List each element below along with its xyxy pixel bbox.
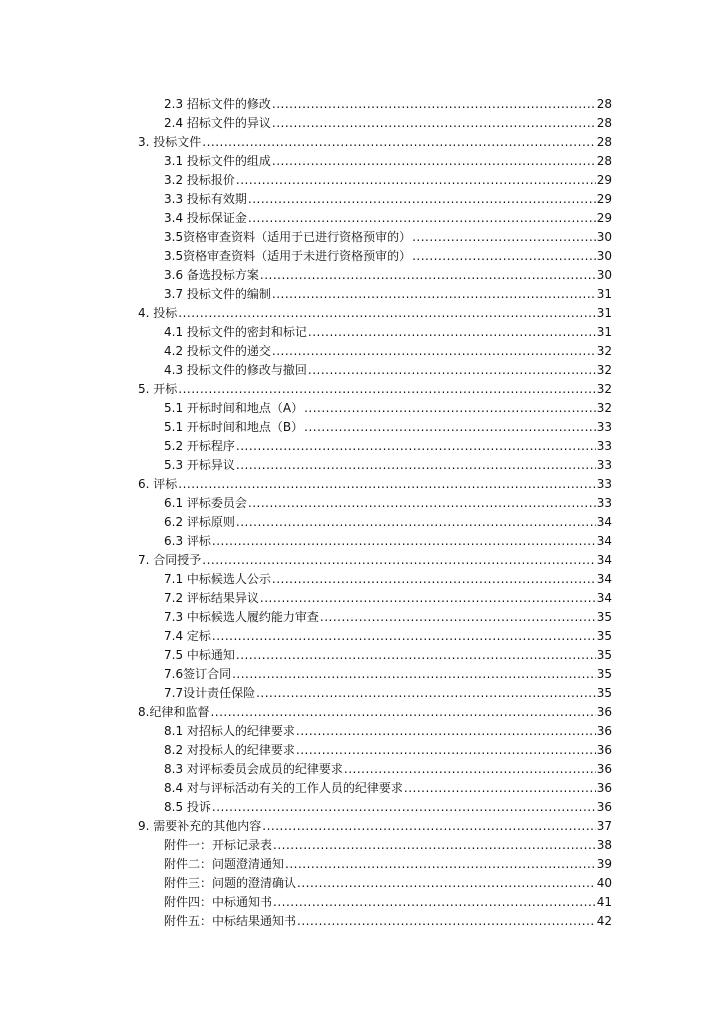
toc-entry[interactable] (138, 855, 612, 874)
toc-entry-page-number: 40 (596, 876, 612, 890)
toc-entry-page-number: 28 (596, 154, 612, 168)
toc-entry-title: 3.6 备选投标方案 (164, 268, 259, 282)
toc-dot-leader (248, 494, 596, 513)
toc-entry[interactable] (138, 779, 612, 798)
toc-entry-title: 7.5 中标通知 (164, 648, 235, 662)
toc-entry-page-number: 34 (596, 515, 612, 529)
toc-entry-title: 附件三：问题的澄清确认 (164, 876, 297, 890)
toc-entry-page-number: 33 (596, 477, 612, 491)
toc-dot-leader (304, 399, 596, 418)
toc-entry-page-number: 36 (596, 743, 612, 757)
toc-entry-page-number: 41 (596, 895, 612, 909)
toc-dot-leader (272, 342, 596, 361)
toc-entry-title: 7.7设计责任保险 (164, 686, 256, 700)
toc-entry-title: 7.1 中标候选人公示 (164, 572, 271, 586)
toc-entry-page-number: 29 (596, 192, 612, 206)
toc-entry-title: 7.6签订合同 (164, 667, 232, 681)
toc-entry[interactable] (138, 874, 612, 893)
toc-entry-page-number: 42 (596, 914, 612, 928)
toc-entry-title: 3.4 投标保证金 (164, 211, 247, 225)
toc-entry[interactable] (138, 912, 612, 931)
toc-entry[interactable] (138, 266, 612, 285)
toc-entry-page-number: 28 (596, 116, 612, 130)
toc-dot-leader (236, 437, 596, 456)
toc-entry[interactable] (138, 665, 612, 684)
toc-entry-title: 5. 开标 (138, 382, 178, 396)
toc-entry-page-number: 33 (596, 458, 612, 472)
toc-dot-leader (272, 114, 596, 133)
toc-entry[interactable] (138, 798, 612, 817)
toc-entry-title: 4.3 投标文件的修改与撤回 (164, 363, 307, 377)
toc-entry[interactable] (138, 836, 612, 855)
toc-entry-page-number: 36 (596, 762, 612, 776)
toc-entry-title: 6.2 评标原则 (164, 515, 235, 529)
toc-dot-leader (297, 874, 596, 893)
toc-entry-page-number: 35 (596, 610, 612, 624)
toc-entry-page-number: 28 (596, 135, 612, 149)
toc-dot-leader (232, 665, 596, 684)
toc-entry-page-number: 29 (596, 211, 612, 225)
toc-entry-title: 3.3 投标有效期 (164, 192, 247, 206)
toc-dot-leader (236, 513, 596, 532)
toc-dot-leader (178, 304, 595, 323)
toc-entry[interactable] (138, 95, 612, 114)
toc-dot-leader (296, 741, 596, 760)
toc-entry-title: 2.3 招标文件的修改 (164, 97, 271, 111)
toc-entry-title: 8.纪律和监督 (138, 705, 210, 719)
toc-entry-title: 9. 需要补充的其他内容 (138, 819, 262, 833)
toc-entry-page-number: 34 (596, 572, 612, 586)
toc-entry-page-number: 34 (596, 591, 612, 605)
toc-entry[interactable] (138, 171, 612, 190)
toc-entry-page-number: 32 (596, 363, 612, 377)
toc-entry-page-number: 34 (596, 553, 612, 567)
toc-entry-title: 6. 评标 (138, 477, 178, 491)
toc-entry-title: 5.1 开标时间和地点（A） (164, 401, 304, 415)
toc-dot-leader (296, 722, 596, 741)
toc-entry[interactable] (138, 893, 612, 912)
toc-entry-page-number: 30 (596, 249, 612, 263)
toc-dot-leader (273, 893, 596, 912)
toc-entry[interactable] (138, 646, 612, 665)
toc-entry-page-number: 35 (596, 648, 612, 662)
toc-entry-page-number: 37 (596, 819, 612, 833)
toc-entry[interactable] (138, 437, 612, 456)
toc-entry-page-number: 32 (596, 344, 612, 358)
toc-entry-page-number: 30 (596, 230, 612, 244)
toc-entry[interactable] (138, 741, 612, 760)
toc-entry-title: 8.4 对与评标活动有关的工作人员的纪律要求 (164, 781, 403, 795)
toc-entry-page-number: 36 (596, 800, 612, 814)
toc-entry-page-number: 32 (596, 382, 612, 396)
toc-entry-title: 8.1 对招标人的纪律要求 (164, 724, 295, 738)
toc-entry-page-number: 28 (596, 97, 612, 111)
toc-entry-title: 4. 投标 (138, 306, 178, 320)
toc-entry-page-number: 33 (596, 439, 612, 453)
toc-entry-title: 附件二：问题澄清通知 (164, 857, 285, 871)
toc-entry[interactable] (138, 608, 612, 627)
toc-dot-leader (304, 418, 596, 437)
toc-entry[interactable] (138, 380, 612, 399)
toc-entry-title: 2.4 招标文件的异议 (164, 116, 271, 130)
toc-entry-title: 3.5资格审查资料（适用于已进行资格预审的） (164, 230, 412, 244)
toc-entry[interactable] (138, 684, 612, 703)
toc-dot-leader (272, 285, 596, 304)
toc-entry[interactable] (138, 418, 612, 437)
toc-dot-leader (260, 589, 596, 608)
toc-entry-title: 8.5 投诉 (164, 800, 211, 814)
toc-entry[interactable] (138, 342, 612, 361)
toc-entry-title: 5.2 开标程序 (164, 439, 235, 453)
toc-entry[interactable] (138, 551, 612, 570)
toc-dot-leader (272, 570, 596, 589)
toc-entry-page-number: 32 (596, 401, 612, 415)
toc-entry[interactable] (138, 133, 612, 152)
toc-dot-leader (308, 361, 596, 380)
toc-entry-title: 3. 投标文件 (138, 135, 202, 149)
toc-dot-leader (256, 684, 596, 703)
toc-entry-title: 3.1 投标文件的组成 (164, 154, 271, 168)
toc-entry-title: 7.2 评标结果异议 (164, 591, 259, 605)
toc-entry-title: 8.3 对评标委员会成员的纪律要求 (164, 762, 343, 776)
toc-dot-leader (178, 380, 595, 399)
toc-entry[interactable] (138, 152, 612, 171)
toc-entry-title: 7.3 中标候选人履约能力审查 (164, 610, 319, 624)
toc-entry-page-number: 35 (596, 667, 612, 681)
toc-entry-page-number: 36 (596, 781, 612, 795)
toc-dot-leader (308, 323, 596, 342)
toc-dot-leader (202, 133, 595, 152)
toc-entry-title: 7. 合同授予 (138, 553, 202, 567)
toc-dot-leader (285, 855, 596, 874)
toc-entry[interactable] (138, 589, 612, 608)
toc-entry[interactable] (138, 817, 612, 836)
toc-dot-leader (212, 627, 596, 646)
toc-entry[interactable] (138, 494, 612, 513)
toc-dot-leader (320, 608, 596, 627)
toc-entry[interactable] (138, 228, 612, 247)
toc-dot-leader (272, 95, 596, 114)
toc-entry-page-number: 39 (596, 857, 612, 871)
toc-entry[interactable] (138, 532, 612, 551)
toc-entry[interactable] (138, 361, 612, 380)
toc-entry-title: 5.3 开标异议 (164, 458, 235, 472)
toc-entry[interactable] (138, 475, 612, 494)
toc-entry[interactable] (138, 627, 612, 646)
toc-dot-leader (248, 190, 596, 209)
toc-entry-page-number: 36 (596, 724, 612, 738)
toc-entry-title: 3.2 投标报价 (164, 173, 235, 187)
toc-entry-page-number: 31 (596, 306, 612, 320)
toc-entry-title: 6.3 评标 (164, 534, 211, 548)
toc-dot-leader (248, 209, 596, 228)
toc-dot-leader (236, 646, 596, 665)
toc-dot-leader (412, 228, 596, 247)
toc-entry-title: 8.2 对投标人的纪律要求 (164, 743, 295, 757)
toc-entry-title: 3.7 投标文件的编制 (164, 287, 271, 301)
toc-dot-leader (212, 532, 596, 551)
toc-dot-leader (273, 836, 596, 855)
toc-entry-page-number: 33 (596, 496, 612, 510)
toc-entry[interactable] (138, 190, 612, 209)
toc-entry-title: 附件五：中标结果通知书 (164, 914, 297, 928)
toc-entry-page-number: 36 (596, 705, 612, 719)
toc-dot-leader (412, 247, 596, 266)
toc-entry[interactable] (138, 513, 612, 532)
toc-entry[interactable] (138, 114, 612, 133)
toc-entry[interactable] (138, 304, 612, 323)
toc-entry[interactable] (138, 209, 612, 228)
toc-entry-page-number: 31 (596, 287, 612, 301)
toc-dot-leader (178, 475, 595, 494)
toc-dot-leader (272, 152, 596, 171)
toc-entry-title: 4.2 投标文件的递交 (164, 344, 271, 358)
toc-entry[interactable] (138, 323, 612, 342)
toc-entry-page-number: 35 (596, 629, 612, 643)
toc-dot-leader (210, 703, 595, 722)
toc-entry-page-number: 33 (596, 420, 612, 434)
toc-dot-leader (236, 456, 596, 475)
toc-entry-page-number: 35 (596, 686, 612, 700)
toc-entry[interactable] (138, 760, 612, 779)
toc-dot-leader (202, 551, 595, 570)
toc-entry[interactable] (138, 722, 612, 741)
toc-dot-leader (297, 912, 596, 931)
toc-dot-leader (236, 171, 596, 190)
toc-entry[interactable] (138, 456, 612, 475)
toc-entry[interactable] (138, 285, 612, 304)
toc-entry-title: 4.1 投标文件的密封和标记 (164, 325, 307, 339)
toc-entry-page-number: 34 (596, 534, 612, 548)
toc-dot-leader (212, 798, 596, 817)
toc-dot-leader (260, 266, 596, 285)
toc-entry[interactable] (138, 399, 612, 418)
toc-entry-page-number: 38 (596, 838, 612, 852)
toc-entry[interactable] (138, 570, 612, 589)
toc-dot-leader (344, 760, 596, 779)
toc-entry-title: 7.4 定标 (164, 629, 211, 643)
toc-entry-title: 3.5资格审查资料（适用于未进行资格预审的） (164, 249, 412, 263)
toc-entry-page-number: 31 (596, 325, 612, 339)
toc-entry-page-number: 29 (596, 173, 612, 187)
toc-entry-title: 5.1 开标时间和地点（B） (164, 420, 304, 434)
toc-entry-page-number: 30 (596, 268, 612, 282)
toc-dot-leader (262, 817, 595, 836)
table-of-contents (138, 95, 612, 931)
toc-entry-title: 附件一：开标记录表 (164, 838, 273, 852)
toc-dot-leader (404, 779, 596, 798)
toc-entry[interactable] (138, 703, 612, 722)
toc-entry-title: 附件四：中标通知书 (164, 895, 273, 909)
toc-entry[interactable] (138, 247, 612, 266)
toc-entry-title: 6.1 评标委员会 (164, 496, 247, 510)
